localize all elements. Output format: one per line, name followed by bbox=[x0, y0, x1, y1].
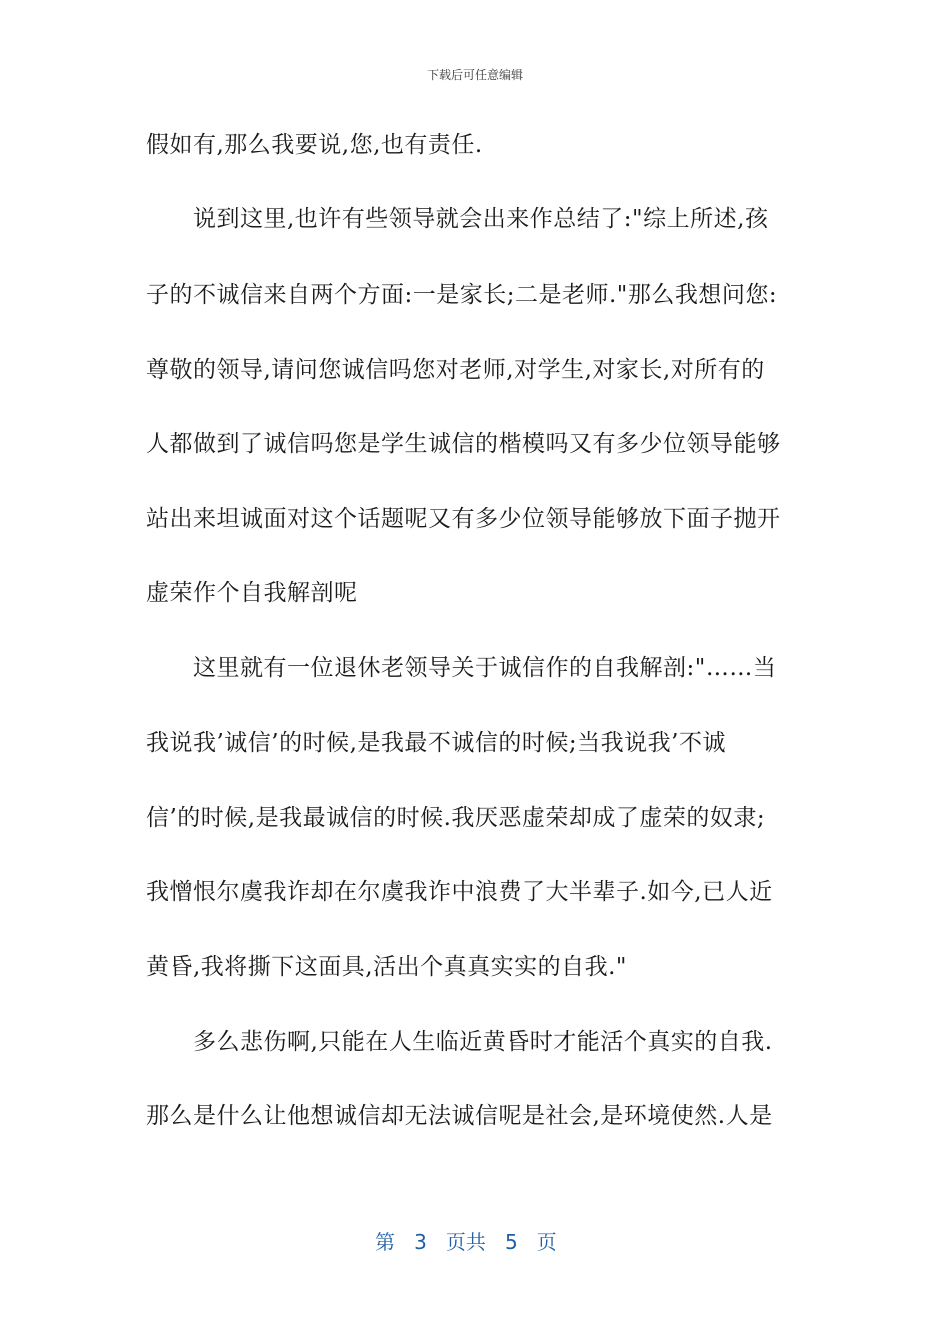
footer-suffix: 页 bbox=[536, 1230, 557, 1254]
body-line-5: 人都做到了诚信吗您是学生诚信的楷模吗又有多少位领导能够 bbox=[146, 431, 781, 457]
body-line-2: 说到这里,也许有些领导就会出来作总结了:"综上所述,孩 bbox=[146, 206, 769, 232]
body-line-7: 虚荣作个自我解剖呢 bbox=[146, 580, 358, 606]
body-line-10: 信’的时候,是我最诚信的时候.我厌恶虚荣却成了虚荣的奴隶; bbox=[146, 805, 766, 831]
page-footer bbox=[375, 1226, 557, 1255]
body-line-4: 尊敬的领导,请问您诚信吗您对老师,对学生,对家长,对所有的 bbox=[146, 357, 765, 383]
body-line-6: 站出来坦诚面对这个话题呢又有多少位领导能够放下面子抛开 bbox=[146, 506, 781, 532]
footer-middle: 页共 bbox=[445, 1230, 486, 1254]
footer-total-pages: 5 bbox=[504, 1230, 518, 1254]
footer-prefix: 第 bbox=[375, 1230, 395, 1254]
footer-page-number: 3 bbox=[414, 1230, 427, 1254]
page-header: 下载后可任意编辑 bbox=[426, 68, 523, 82]
body-line-14: 那么是什么让他想诚信却无法诚信呢是社会,是环境使然.人是 bbox=[146, 1103, 773, 1129]
body-line-3: 子的不诚信来自两个方面:一是家长;二是老师."那么我想问您: bbox=[146, 282, 778, 308]
body-line-13: 多么悲伤啊,只能在人生临近黄昏时才能活个真实的自我. bbox=[146, 1029, 773, 1055]
body-line-9: 我说我’诚信’的时候,是我最不诚信的时候;当我说我’不诚 bbox=[146, 730, 726, 756]
body-line-8: 这里就有一位退休老领导关于诚信作的自我解剖:"……当 bbox=[146, 655, 777, 681]
body-line-1: 假如有,那么我要说,您,也有责任. bbox=[146, 132, 483, 158]
body-line-12: 黄昏,我将撕下这面具,活出个真真实实的自我." bbox=[146, 954, 628, 980]
body-line-11: 我憎恨尔虞我诈却在尔虞我诈中浪费了大半辈子.如今,已人近 bbox=[146, 879, 773, 905]
